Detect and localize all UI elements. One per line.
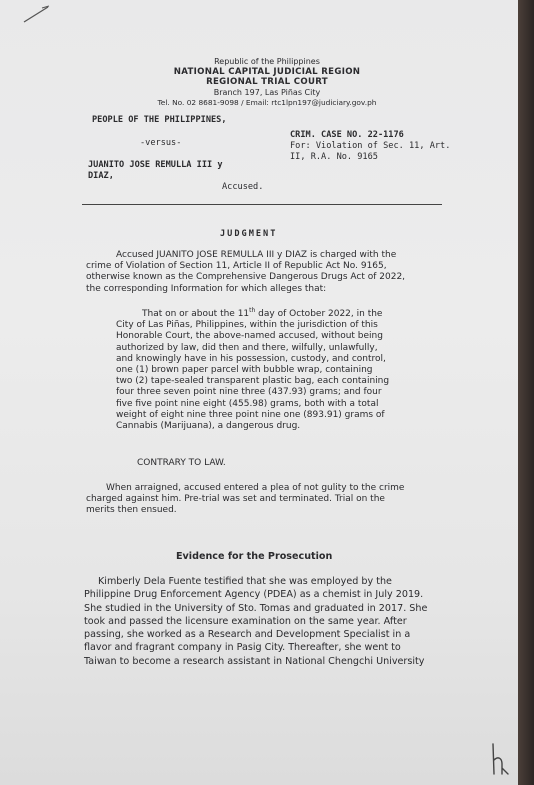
information-line: authorized by law, did then and there, wilfully, unlawfully, — [116, 342, 378, 353]
handwritten-initials — [488, 740, 514, 780]
evidence-line: Taiwan to become a research assistant in National Chengchi University — [84, 655, 425, 667]
charge-line1: For: Violation of Sec. 11, Art. — [290, 141, 451, 151]
information-line: That on or about the 11th day of October 2022, in the — [142, 307, 383, 319]
pen-stroke-mark — [22, 4, 52, 24]
information-line: Cannabis (Marijuana), a dangerous drug. — [116, 420, 301, 431]
information-quote — [116, 309, 389, 432]
case-number: CRIM. CASE NO. 22-1176 — [290, 130, 404, 140]
intro-paragraph — [86, 250, 405, 295]
contrary-to-law: CONTRARY TO LAW. — [137, 458, 226, 468]
intro-line: the corresponding Information for which alleges that: — [86, 283, 327, 294]
accused-name-line2: DIAZ, — [88, 171, 114, 181]
information-line: one (1) brown paper parcel with bubble wrap, containing — [116, 364, 373, 375]
header-region: NATIONAL CAPITAL JUDICIAL REGION — [173, 67, 361, 77]
header-republic: Republic of the Philippines — [214, 57, 320, 66]
accused-label: Accused. — [222, 182, 264, 192]
intro-line: crime of Violation of Section 11, Article II of Republic Act No. 9165, — [86, 261, 387, 272]
evidence-line: flavor and fragrant company in Pasig City. Thereafter, she went to — [84, 642, 401, 654]
intro-line: Accused JUANITO JOSE REMULLA III y DIAZ is charged with the — [116, 250, 397, 260]
intro-line: otherwise known as the Comprehensive Dangerous Drugs Act of 2022, — [86, 272, 406, 283]
header-contact: Tel. No. 02 8681-9098 / Email: rtc1lpn197@judiciary.gov.ph — [157, 98, 377, 107]
information-line: weight of eight nine three point nine one (893.91) grams of — [116, 409, 385, 420]
arraignment-paragraph — [86, 483, 404, 517]
arraignment-line: When arraigned, accused entered a plea of not gulity to the crime — [106, 483, 405, 493]
section-heading: Evidence for the Prosecution — [176, 551, 333, 562]
plaintiff: PEOPLE OF THE PHILIPPINES, — [92, 115, 227, 125]
information-line: and knowingly have in his possession, custody, and control, — [116, 353, 386, 364]
desk-background-edge — [518, 0, 534, 785]
evidence-line: She studied in the University of Sto. Tomas and graduated in 2017. She — [84, 602, 428, 614]
evidence-paragraph — [84, 575, 427, 668]
information-line: City of Las Piñas, Philippines, within the jurisdiction of this — [116, 320, 378, 331]
caption-divider — [82, 204, 442, 205]
accused-name-line1: JUANITO JOSE REMULLA III y — [88, 160, 223, 170]
information-line: Honorable Court, the above-named accused, without being — [116, 331, 383, 342]
versus: -versus- — [140, 138, 182, 148]
arraignment-line: merits then ensued. — [86, 505, 177, 516]
evidence-line: Philippine Drug Enforcement Agency (PDEA) as a chemist in July 2019. — [84, 589, 424, 601]
information-line: two (2) tape-sealed transparent plastic bag, each containing — [116, 376, 390, 387]
arraignment-line: charged against him. Pre-trial was set and terminated. Trial on the — [86, 494, 385, 505]
charge-line2: II, R.A. No. 9165 — [290, 152, 378, 162]
information-line: five five point nine eight (455.98) grams, both with a total — [116, 398, 379, 409]
header-branch: Branch 197, Las Piñas City — [213, 88, 321, 97]
judgment-title: JUDGMENT — [220, 229, 278, 239]
evidence-line: Kimberly Dela Fuente testified that she was employed by the — [98, 576, 392, 587]
information-line: four three seven point nine three (437.93) grams; and four — [116, 387, 382, 398]
header-court: REGIONAL TRIAL COURT — [206, 77, 328, 87]
evidence-line: took and passed the licensure examination on the same year. After — [84, 615, 407, 627]
evidence-line: passing, she worked as a Research and Development Specialist in a — [84, 629, 411, 641]
